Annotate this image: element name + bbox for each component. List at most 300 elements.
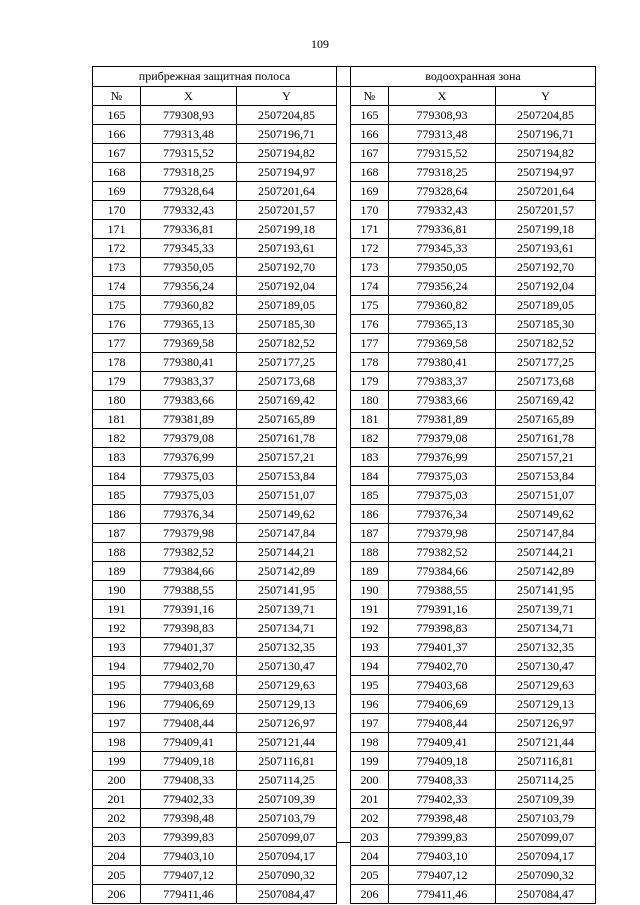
- y-coordinate-cell: 2507204,85: [496, 106, 596, 125]
- table-row: [351, 505, 596, 524]
- x-coordinate-cell: 779408,44: [141, 714, 237, 733]
- point-number-cell: 199: [93, 752, 141, 771]
- x-coordinate-cell: 779409,18: [389, 752, 496, 771]
- point-number-cell: 189: [351, 562, 389, 581]
- x-coordinate-cell: 779407,12: [141, 866, 237, 885]
- y-coordinate-cell: 2507193,61: [237, 239, 337, 258]
- point-number-cell: 181: [351, 410, 389, 429]
- x-coordinate-cell: 779409,41: [141, 733, 237, 752]
- x-coordinate-cell: 779388,55: [141, 581, 237, 600]
- x-coordinate-cell: 779379,98: [141, 524, 237, 543]
- x-coordinate-cell: 779398,48: [141, 809, 237, 828]
- y-coordinate-cell: 2507139,71: [496, 600, 596, 619]
- x-coordinate-cell: 779381,89: [141, 410, 237, 429]
- table-row: [93, 353, 337, 372]
- table-row: [93, 771, 337, 790]
- point-number-cell: 196: [93, 695, 141, 714]
- y-coordinate-cell: 2507194,82: [496, 144, 596, 163]
- y-coordinate-cell: 2507103,79: [496, 809, 596, 828]
- y-coordinate-cell: 2507142,89: [496, 562, 596, 581]
- y-coordinate-cell: 2507114,25: [237, 771, 337, 790]
- y-coordinate-cell: 2507177,25: [237, 353, 337, 372]
- y-coordinate-cell: 2507134,71: [496, 619, 596, 638]
- table-row: [93, 847, 337, 866]
- y-coordinate-cell: 2507161,78: [496, 429, 596, 448]
- x-coordinate-cell: 779356,24: [141, 277, 237, 296]
- x-coordinate-cell: 779315,52: [389, 144, 496, 163]
- point-number-cell: 165: [93, 106, 141, 125]
- point-number-cell: 205: [351, 866, 389, 885]
- column-header-number: №: [93, 87, 141, 106]
- x-coordinate-cell: 779383,37: [389, 372, 496, 391]
- y-coordinate-cell: 2507177,25: [496, 353, 596, 372]
- x-coordinate-cell: 779408,44: [389, 714, 496, 733]
- x-coordinate-cell: 779408,33: [141, 771, 237, 790]
- y-coordinate-cell: 2507109,39: [496, 790, 596, 809]
- y-coordinate-cell: 2507192,04: [496, 277, 596, 296]
- table-row: [93, 429, 337, 448]
- point-number-cell: 202: [351, 809, 389, 828]
- table-row: [93, 885, 337, 904]
- point-number-cell: 203: [351, 828, 389, 847]
- point-number-cell: 177: [351, 334, 389, 353]
- y-coordinate-cell: 2507126,97: [237, 714, 337, 733]
- x-coordinate-cell: 779332,43: [141, 201, 237, 220]
- x-coordinate-cell: 779408,33: [389, 771, 496, 790]
- page-number: 109: [311, 37, 329, 51]
- y-coordinate-cell: 2507201,64: [496, 182, 596, 201]
- y-coordinate-cell: 2507182,52: [496, 334, 596, 353]
- point-number-cell: 204: [93, 847, 141, 866]
- table-separator: [336, 66, 350, 843]
- point-number-cell: 173: [93, 258, 141, 277]
- point-number-cell: 178: [351, 353, 389, 372]
- x-coordinate-cell: 779379,98: [389, 524, 496, 543]
- table-row: [351, 714, 596, 733]
- point-number-cell: 190: [93, 581, 141, 600]
- x-coordinate-cell: 779376,99: [141, 448, 237, 467]
- x-coordinate-cell: 779382,52: [389, 543, 496, 562]
- table-row: [93, 733, 337, 752]
- y-coordinate-cell: 2507194,82: [237, 144, 337, 163]
- y-coordinate-cell: 2507199,18: [237, 220, 337, 239]
- y-coordinate-cell: 2507201,64: [237, 182, 337, 201]
- point-number-cell: 195: [93, 676, 141, 695]
- y-coordinate-cell: 2507157,21: [237, 448, 337, 467]
- x-coordinate-cell: 779360,82: [141, 296, 237, 315]
- x-coordinate-cell: 779411,46: [141, 885, 237, 904]
- table-row: [351, 258, 596, 277]
- x-coordinate-cell: 779402,33: [141, 790, 237, 809]
- x-coordinate-cell: 779345,33: [389, 239, 496, 258]
- x-coordinate-cell: 779375,03: [141, 467, 237, 486]
- x-coordinate-cell: 779399,83: [389, 828, 496, 847]
- y-coordinate-cell: 2507192,70: [496, 258, 596, 277]
- x-coordinate-cell: 779336,81: [141, 220, 237, 239]
- point-number-cell: 172: [93, 239, 141, 258]
- x-coordinate-cell: 779388,55: [389, 581, 496, 600]
- y-coordinate-cell: 2507103,79: [237, 809, 337, 828]
- point-number-cell: 198: [351, 733, 389, 752]
- point-number-cell: 198: [93, 733, 141, 752]
- y-coordinate-cell: 2507151,07: [237, 486, 337, 505]
- y-coordinate-cell: 2507129,63: [237, 676, 337, 695]
- point-number-cell: 201: [351, 790, 389, 809]
- point-number-cell: 169: [351, 182, 389, 201]
- table-row: [93, 334, 337, 353]
- table-row: [93, 524, 337, 543]
- x-coordinate-cell: 779365,13: [389, 315, 496, 334]
- point-number-cell: 180: [93, 391, 141, 410]
- x-coordinate-cell: 779407,12: [389, 866, 496, 885]
- point-number-cell: 181: [93, 410, 141, 429]
- point-number-cell: 185: [93, 486, 141, 505]
- table-row: [93, 144, 337, 163]
- table-row: [351, 676, 596, 695]
- point-number-cell: 182: [351, 429, 389, 448]
- x-coordinate-cell: 779365,13: [141, 315, 237, 334]
- column-header-number: №: [351, 87, 389, 106]
- point-number-cell: 202: [93, 809, 141, 828]
- y-coordinate-cell: 2507185,30: [237, 315, 337, 334]
- x-coordinate-cell: 779402,70: [389, 657, 496, 676]
- y-coordinate-cell: 2507090,32: [237, 866, 337, 885]
- y-coordinate-cell: 2507185,30: [496, 315, 596, 334]
- point-number-cell: 193: [93, 638, 141, 657]
- x-coordinate-cell: 779308,93: [141, 106, 237, 125]
- x-coordinate-cell: 779379,08: [389, 429, 496, 448]
- x-coordinate-cell: 779369,58: [141, 334, 237, 353]
- x-coordinate-cell: 779403,68: [141, 676, 237, 695]
- y-coordinate-cell: 2507114,25: [496, 771, 596, 790]
- table-row: [351, 467, 596, 486]
- x-coordinate-cell: 779315,52: [141, 144, 237, 163]
- table-row: [93, 600, 337, 619]
- y-coordinate-cell: 2507141,95: [496, 581, 596, 600]
- y-coordinate-cell: 2507149,62: [237, 505, 337, 524]
- point-number-cell: 166: [93, 125, 141, 144]
- point-number-cell: 176: [93, 315, 141, 334]
- point-number-cell: 187: [351, 524, 389, 543]
- point-number-cell: 178: [93, 353, 141, 372]
- table-row: [93, 809, 337, 828]
- y-coordinate-cell: 2507132,35: [237, 638, 337, 657]
- point-number-cell: 170: [93, 201, 141, 220]
- table-row: [351, 429, 596, 448]
- table-row: [93, 277, 337, 296]
- x-coordinate-cell: 779376,34: [389, 505, 496, 524]
- point-number-cell: 206: [351, 885, 389, 904]
- x-coordinate-cell: 779379,08: [141, 429, 237, 448]
- y-coordinate-cell: 2507161,78: [237, 429, 337, 448]
- y-coordinate-cell: 2507201,57: [496, 201, 596, 220]
- point-number-cell: 194: [93, 657, 141, 676]
- y-coordinate-cell: 2507116,81: [237, 752, 337, 771]
- point-number-cell: 200: [93, 771, 141, 790]
- table-row: [93, 714, 337, 733]
- y-coordinate-cell: 2507144,21: [496, 543, 596, 562]
- table-row: [351, 201, 596, 220]
- x-coordinate-cell: 779409,18: [141, 752, 237, 771]
- point-number-cell: 190: [351, 581, 389, 600]
- table-row: [351, 581, 596, 600]
- y-coordinate-cell: 2507192,04: [237, 277, 337, 296]
- table-row: [93, 239, 337, 258]
- point-number-cell: 195: [351, 676, 389, 695]
- point-number-cell: 189: [93, 562, 141, 581]
- x-coordinate-cell: 779350,05: [141, 258, 237, 277]
- y-coordinate-cell: 2507165,89: [496, 410, 596, 429]
- y-coordinate-cell: 2507109,39: [237, 790, 337, 809]
- y-coordinate-cell: 2507129,13: [237, 695, 337, 714]
- y-coordinate-cell: 2507149,62: [496, 505, 596, 524]
- point-number-cell: 183: [351, 448, 389, 467]
- y-coordinate-cell: 2507084,47: [496, 885, 596, 904]
- point-number-cell: 167: [351, 144, 389, 163]
- x-coordinate-cell: 779360,82: [389, 296, 496, 315]
- table-row: [93, 752, 337, 771]
- x-coordinate-cell: 779402,70: [141, 657, 237, 676]
- table-row: [93, 828, 337, 847]
- table-row: [93, 581, 337, 600]
- point-number-cell: 171: [93, 220, 141, 239]
- y-coordinate-cell: 2507099,07: [237, 828, 337, 847]
- x-coordinate-cell: 779391,16: [141, 600, 237, 619]
- y-coordinate-cell: 2507157,21: [496, 448, 596, 467]
- table-row: [93, 201, 337, 220]
- x-coordinate-cell: 779356,24: [389, 277, 496, 296]
- y-coordinate-cell: 2507192,70: [237, 258, 337, 277]
- table-title: прибрежная защитная полоса: [93, 67, 337, 87]
- table-row: [93, 467, 337, 486]
- y-coordinate-cell: 2507189,05: [496, 296, 596, 315]
- point-number-cell: 165: [351, 106, 389, 125]
- x-coordinate-cell: 779383,37: [141, 372, 237, 391]
- point-number-cell: 188: [93, 543, 141, 562]
- table-row: [351, 562, 596, 581]
- point-number-cell: 199: [351, 752, 389, 771]
- point-number-cell: 179: [93, 372, 141, 391]
- point-number-cell: 196: [351, 695, 389, 714]
- table-row: [93, 448, 337, 467]
- x-coordinate-cell: 779375,03: [389, 467, 496, 486]
- point-number-cell: 203: [93, 828, 141, 847]
- y-coordinate-cell: 2507134,71: [237, 619, 337, 638]
- y-coordinate-cell: 2507196,71: [496, 125, 596, 144]
- point-number-cell: 176: [351, 315, 389, 334]
- x-coordinate-cell: 779345,33: [141, 239, 237, 258]
- x-coordinate-cell: 779398,83: [141, 619, 237, 638]
- y-coordinate-cell: 2507129,63: [496, 676, 596, 695]
- point-number-cell: 169: [93, 182, 141, 201]
- point-number-cell: 168: [351, 163, 389, 182]
- column-header-x: X: [141, 87, 237, 106]
- x-coordinate-cell: 779398,83: [389, 619, 496, 638]
- x-coordinate-cell: 779383,66: [389, 391, 496, 410]
- table-row: [351, 866, 596, 885]
- table-row: [351, 600, 596, 619]
- x-coordinate-cell: 779411,46: [389, 885, 496, 904]
- y-coordinate-cell: 2507201,57: [237, 201, 337, 220]
- point-number-cell: 184: [351, 467, 389, 486]
- table-row: [351, 790, 596, 809]
- y-coordinate-cell: 2507094,17: [237, 847, 337, 866]
- table-row: [93, 505, 337, 524]
- x-coordinate-cell: 779384,66: [389, 562, 496, 581]
- point-number-cell: 186: [351, 505, 389, 524]
- point-number-cell: 183: [93, 448, 141, 467]
- table-row: [351, 372, 596, 391]
- table-row: [351, 410, 596, 429]
- point-number-cell: 179: [351, 372, 389, 391]
- table-row: [93, 163, 337, 182]
- table-row: [93, 372, 337, 391]
- table-row: [351, 296, 596, 315]
- point-number-cell: 174: [351, 277, 389, 296]
- y-coordinate-cell: 2507090,32: [496, 866, 596, 885]
- point-number-cell: 173: [351, 258, 389, 277]
- table-title: водоохранная зона: [351, 67, 596, 87]
- point-number-cell: 171: [351, 220, 389, 239]
- table-row: [351, 524, 596, 543]
- table-row: [93, 258, 337, 277]
- point-number-cell: 197: [351, 714, 389, 733]
- y-coordinate-cell: 2507142,89: [237, 562, 337, 581]
- x-coordinate-cell: 779384,66: [141, 562, 237, 581]
- point-number-cell: 204: [351, 847, 389, 866]
- table-row: [351, 391, 596, 410]
- point-number-cell: 177: [93, 334, 141, 353]
- point-number-cell: 185: [351, 486, 389, 505]
- point-number-cell: 194: [351, 657, 389, 676]
- x-coordinate-cell: 779380,41: [141, 353, 237, 372]
- x-coordinate-cell: 779403,10: [141, 847, 237, 866]
- table-row: [351, 182, 596, 201]
- y-coordinate-cell: 2507199,18: [496, 220, 596, 239]
- x-coordinate-cell: 779402,33: [389, 790, 496, 809]
- table-row: [93, 486, 337, 505]
- y-coordinate-cell: 2507121,44: [237, 733, 337, 752]
- x-coordinate-cell: 779375,03: [141, 486, 237, 505]
- point-number-cell: 191: [93, 600, 141, 619]
- y-coordinate-cell: 2507126,97: [496, 714, 596, 733]
- coastal-protection-strip-table: [92, 66, 337, 904]
- point-number-cell: 184: [93, 467, 141, 486]
- y-coordinate-cell: 2507116,81: [496, 752, 596, 771]
- x-coordinate-cell: 779380,41: [389, 353, 496, 372]
- table-row: [93, 676, 337, 695]
- point-number-cell: 192: [351, 619, 389, 638]
- table-row: [351, 847, 596, 866]
- point-number-cell: 191: [351, 600, 389, 619]
- y-coordinate-cell: 2507189,05: [237, 296, 337, 315]
- y-coordinate-cell: 2507169,42: [496, 391, 596, 410]
- y-coordinate-cell: 2507084,47: [237, 885, 337, 904]
- x-coordinate-cell: 779376,99: [389, 448, 496, 467]
- x-coordinate-cell: 779328,64: [389, 182, 496, 201]
- x-coordinate-cell: 779406,69: [141, 695, 237, 714]
- table-row: [351, 486, 596, 505]
- y-coordinate-cell: 2507193,61: [496, 239, 596, 258]
- y-coordinate-cell: 2507129,13: [496, 695, 596, 714]
- table-row: [351, 315, 596, 334]
- table-row: [351, 448, 596, 467]
- table-row: [351, 885, 596, 904]
- column-header-y: Y: [237, 87, 337, 106]
- point-number-cell: 170: [351, 201, 389, 220]
- y-coordinate-cell: 2507153,84: [496, 467, 596, 486]
- table-row: [351, 144, 596, 163]
- point-number-cell: 175: [351, 296, 389, 315]
- point-number-cell: 206: [93, 885, 141, 904]
- point-number-cell: 182: [93, 429, 141, 448]
- x-coordinate-cell: 779350,05: [389, 258, 496, 277]
- table-row: [351, 809, 596, 828]
- table-row: [93, 638, 337, 657]
- table-row: [351, 657, 596, 676]
- table-row: [93, 695, 337, 714]
- x-coordinate-cell: 779332,43: [389, 201, 496, 220]
- table-row: [93, 315, 337, 334]
- table-row: [93, 220, 337, 239]
- point-number-cell: 175: [93, 296, 141, 315]
- table-row: [93, 296, 337, 315]
- point-number-cell: 167: [93, 144, 141, 163]
- table-row: [93, 182, 337, 201]
- x-coordinate-cell: 779336,81: [389, 220, 496, 239]
- y-coordinate-cell: 2507130,47: [237, 657, 337, 676]
- x-coordinate-cell: 779403,10: [389, 847, 496, 866]
- y-coordinate-cell: 2507196,71: [237, 125, 337, 144]
- y-coordinate-cell: 2507173,68: [237, 372, 337, 391]
- point-number-cell: 187: [93, 524, 141, 543]
- table-row: [351, 543, 596, 562]
- y-coordinate-cell: 2507132,35: [496, 638, 596, 657]
- point-number-cell: 180: [351, 391, 389, 410]
- point-number-cell: 168: [93, 163, 141, 182]
- point-number-cell: 193: [351, 638, 389, 657]
- table-row: [93, 866, 337, 885]
- x-coordinate-cell: 779398,48: [389, 809, 496, 828]
- table-row: [93, 619, 337, 638]
- point-number-cell: 192: [93, 619, 141, 638]
- table-row: [351, 334, 596, 353]
- table-row: [351, 277, 596, 296]
- x-coordinate-cell: 779376,34: [141, 505, 237, 524]
- table-row: [351, 106, 596, 125]
- y-coordinate-cell: 2507153,84: [237, 467, 337, 486]
- point-number-cell: 174: [93, 277, 141, 296]
- table-row: [351, 125, 596, 144]
- y-coordinate-cell: 2507094,17: [496, 847, 596, 866]
- x-coordinate-cell: 779375,03: [389, 486, 496, 505]
- y-coordinate-cell: 2507182,52: [237, 334, 337, 353]
- table-row: [93, 657, 337, 676]
- point-number-cell: 200: [351, 771, 389, 790]
- x-coordinate-cell: 779369,58: [389, 334, 496, 353]
- point-number-cell: 205: [93, 866, 141, 885]
- table-row: [351, 733, 596, 752]
- x-coordinate-cell: 779401,37: [389, 638, 496, 657]
- x-coordinate-cell: 779391,16: [389, 600, 496, 619]
- x-coordinate-cell: 779406,69: [389, 695, 496, 714]
- x-coordinate-cell: 779381,89: [389, 410, 496, 429]
- table-row: [351, 619, 596, 638]
- x-coordinate-cell: 779328,64: [141, 182, 237, 201]
- y-coordinate-cell: 2507141,95: [237, 581, 337, 600]
- table-row: [351, 239, 596, 258]
- water-protection-zone-table: [350, 66, 596, 904]
